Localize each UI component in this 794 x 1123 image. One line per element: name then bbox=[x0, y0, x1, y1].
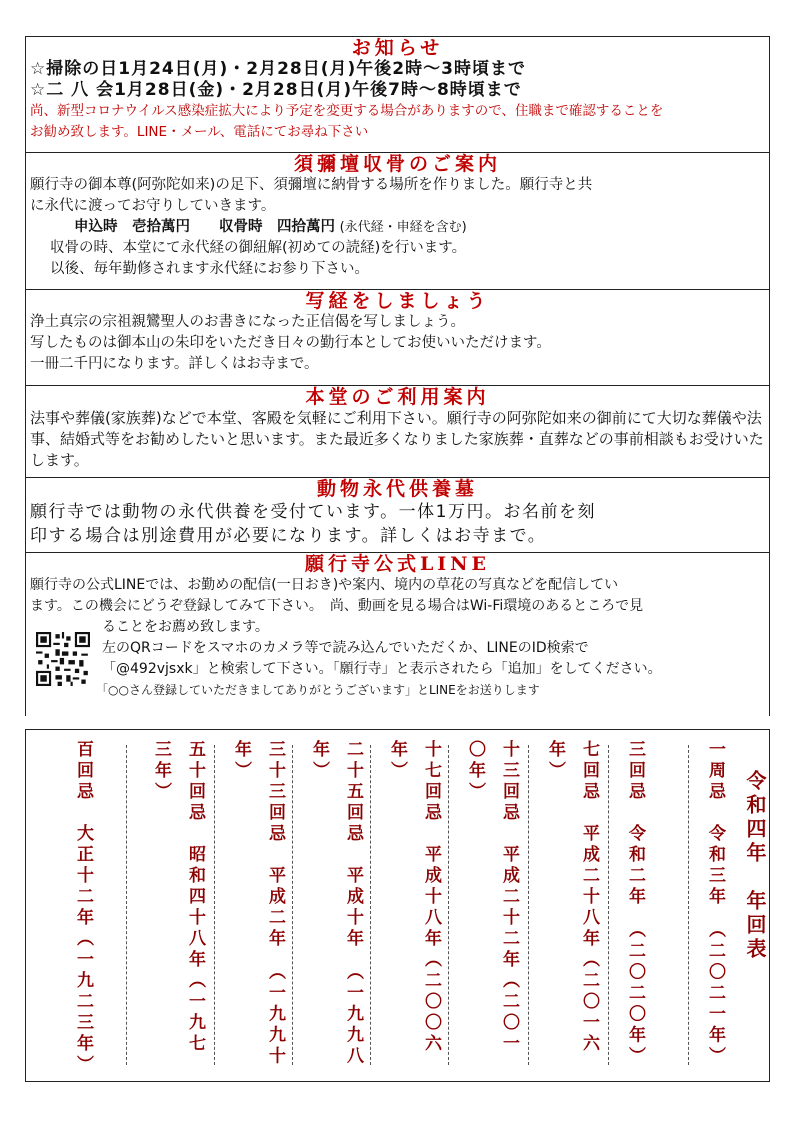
column-divider bbox=[608, 745, 609, 1065]
shumidan-price-main: 申込時 壱拾萬円 収骨時 四拾萬円 bbox=[74, 219, 335, 235]
shumidan-price-note: (永代経・申経を含む) bbox=[339, 220, 467, 235]
column-divider bbox=[688, 745, 689, 1065]
column-divider bbox=[214, 745, 215, 1065]
notice-cleaning-day: ☆掃除の日1月24日(月)・2月28日(月)午後2時～3時頃まで bbox=[30, 59, 526, 79]
nenkai-table bbox=[25, 729, 770, 1082]
nenkai-column bbox=[224, 740, 285, 1075]
line-text-2: ます。この機会にどうぞ登録してみて下さい。 尚、動画を見る場合はWi-Fi環境のあるところで見 bbox=[30, 598, 644, 614]
hondo-text: 法事や葬儀(家族葬)などで本堂、客殿を気軽にご利用下さい。願行寺の阿弥陀如来の御前にて大切な葬儀や法事、結婚式等をお勧めしたいと思います。また最近多くなりました家族葬・直葬などの事前相談もお受けいたします。 bbox=[30, 409, 764, 469]
qr-code-icon[interactable] bbox=[36, 632, 90, 686]
nenkai-entry: 三回忌 令和二年 （二〇二〇年） bbox=[625, 740, 645, 1068]
line-text-5: 「@492vjsxk」と検索して下さい。「願行寺」と表示されたら「追加」をしてください。 bbox=[102, 661, 662, 677]
shakyo-text-1: 浄土真宗の宗祖親鸞聖人のお書きになった正信偈を写しましょう。 bbox=[30, 314, 465, 330]
nenkai-column bbox=[302, 740, 363, 1075]
line-text-3: ることをお薦め致します。 bbox=[102, 619, 269, 635]
shumidan-section bbox=[26, 153, 769, 290]
shakyo-text-3: 一冊二千円になります。詳しくはお寺まで。 bbox=[30, 356, 319, 372]
line-text-6: 「○○さん登録していただきましてありがとうございます」とLINEをお送りします bbox=[96, 683, 540, 697]
nenkai-entry: 二十五回忌 平成十年 （一九九八年） bbox=[309, 740, 363, 1068]
notice-title: お知らせ bbox=[351, 37, 444, 59]
shumidan-title: 須彌壇収骨のご案内 bbox=[293, 153, 501, 175]
shumidan-text-2: に永代に渡ってお守りしていきます。 bbox=[30, 198, 276, 214]
notice-section bbox=[26, 37, 769, 153]
shumidan-text-4: 収骨の時、本堂にて永代経の御紐解(初めての読経)を行います。 bbox=[50, 240, 467, 256]
pet-text-1: 願行寺では動物の永代供養を受付ています。一体1万円。お名前を刻 bbox=[30, 502, 596, 522]
nenkai-column bbox=[66, 740, 100, 1075]
nenkai-heading: 令和四年 年回表 bbox=[743, 770, 767, 962]
notice-contact: お勧め致します。LINE・メール、電話にてお尋ね下さい bbox=[30, 124, 369, 140]
nenkai-entry: 七回忌 平成二十八年（二〇一六年） bbox=[545, 740, 599, 1055]
pet-title: 動物永代供養墓 bbox=[316, 478, 478, 500]
column-divider bbox=[528, 745, 529, 1065]
column-divider bbox=[448, 745, 449, 1065]
shumidan-price bbox=[30, 217, 765, 238]
nenkai-entry: 五十回忌 昭和四十八年（一九七三年） bbox=[151, 740, 205, 1055]
shakyo-title: 写経をしましょう bbox=[305, 290, 490, 312]
column-divider bbox=[126, 745, 127, 1065]
nenkai-column bbox=[458, 740, 519, 1075]
column-divider bbox=[292, 745, 293, 1065]
nenkai-entry: 三十三回忌 平成二年 （一九九十年） bbox=[231, 740, 285, 1068]
nenkai-entry: 十三回忌 平成二十二年（二〇一〇年） bbox=[465, 740, 519, 1055]
nenkai-entry: 一周忌 令和三年 （二〇二一年） bbox=[705, 740, 725, 1068]
pet-section bbox=[26, 478, 769, 553]
nenkai-column bbox=[538, 740, 599, 1075]
line-title: 願行寺公式LINE bbox=[304, 553, 491, 575]
nenkai-column bbox=[380, 740, 441, 1075]
line-section bbox=[26, 553, 769, 717]
line-text-1: 願行寺の公式LINEでは、お勤めの配信(一日おき)や案内、境内の草花の写真などを配信してい bbox=[30, 577, 619, 593]
shumidan-text-5: 以後、毎年勤修されます永代経にお参り下さい。 bbox=[50, 261, 369, 277]
nenkai-column bbox=[618, 740, 652, 1075]
shumidan-text-1: 願行寺の御本尊(阿弥陀如来)の足下、須彌壇に納骨する場所を作りました。願行寺と共 bbox=[30, 177, 593, 193]
hondo-title: 本堂のご利用案内 bbox=[305, 386, 490, 408]
shakyo-text-2: 写したものは御本山の朱印をいただき日々の勤行本としてお使いいただけます。 bbox=[30, 335, 551, 351]
line-text-4: 左のQRコードをスマホのカメラ等で読み込んでいただくか、LINEのID検索で bbox=[102, 640, 589, 656]
column-divider bbox=[370, 745, 371, 1065]
notice-niya-kai: ☆二 八 会1月28日(金)・2月28日(月)午後7時～8時頃まで bbox=[30, 80, 522, 100]
nenkai-entry: 百回忌 大正十二年（一九二三年） bbox=[73, 740, 93, 1076]
announcement-panel bbox=[25, 36, 770, 716]
nenkai-column bbox=[698, 740, 732, 1075]
hondo-section bbox=[26, 386, 769, 478]
nenkai-heading-column bbox=[738, 740, 772, 1075]
shakyo-section bbox=[26, 290, 769, 386]
notice-corona: 尚、新型コロナウイルス感染症拡大により予定を変更する場合がありますので、住職まで確認することを bbox=[30, 103, 664, 119]
pet-text-2: 印する場合は別途費用が必要になります。詳しくはお寺まで。 bbox=[30, 526, 547, 546]
nenkai-entry: 十七回忌 平成十八年（二〇〇六年） bbox=[387, 740, 441, 1055]
nenkai-column bbox=[144, 740, 205, 1075]
